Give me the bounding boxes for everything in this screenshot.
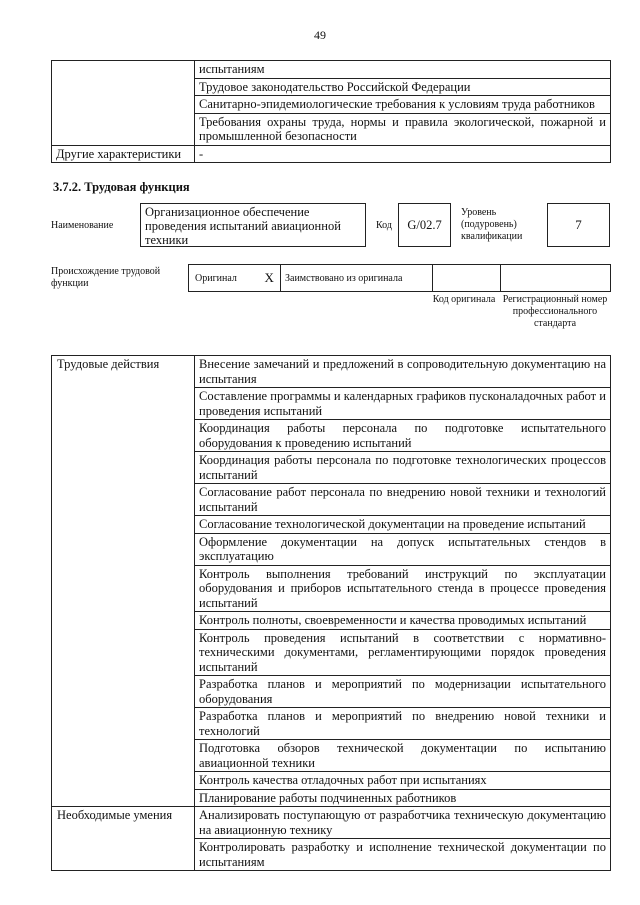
reg-number-label: Регистрационный номер профессионального стандарта <box>502 294 608 329</box>
labor-action-item: Координация работы персонала по подготовке испытательного оборудования к проведению испытаний <box>195 420 611 452</box>
knowledge-row: испытаниям <box>195 61 611 79</box>
labor-action-item: Составление программы и календарных графиков пусконаладочных работ и проведения испытаний <box>195 388 611 420</box>
borrowed-label: Заимствовано из оригинала <box>281 265 433 292</box>
other-characteristics-label: Другие характеристики <box>52 145 195 163</box>
labor-action-item: Контроль полноты, своевременности и качества проводимых испытаний <box>195 612 611 630</box>
labor-actions-label: Трудовые действия <box>52 356 195 807</box>
labor-action-item: Оформление документации на допуск испытательных стендов в эксплуатацию <box>195 533 611 565</box>
labor-action-item: Координация работы персонала по подготовке технологических процессов испытаний <box>195 452 611 484</box>
code-label: Код <box>376 220 392 231</box>
labor-action-item: Подготовка обзоров технической документации по испытанию авиационной техники <box>195 740 611 772</box>
labor-action-item: Контроль проведения испытаний в соответствии с нормативно-техническими документами, регламентирующими порядок проведения испытаний <box>195 629 611 676</box>
original-label: Оригинал <box>189 265 259 292</box>
origin-label: Происхождение трудовой функции <box>51 266 161 289</box>
code-original-label: Код оригинала <box>432 294 496 305</box>
origin-table <box>188 264 611 292</box>
labor-action-item: Внесение замечаний и предложений в сопроводительную документацию на испытания <box>195 356 611 388</box>
empty-label-cell <box>52 61 195 146</box>
function-name-box: Организационное обеспечение проведения испытаний авиационной техники <box>140 203 366 247</box>
skill-item: Контролировать разработку и исполнение технической документации по испытаниям <box>195 839 611 871</box>
knowledge-row: Санитарно-эпидемиологические требования к условиям труда работников <box>195 96 611 114</box>
labor-action-item: Контроль качества отладочных работ при испытаниях <box>195 772 611 790</box>
page-number: 49 <box>314 28 326 42</box>
original-mark: X <box>259 265 281 292</box>
other-characteristics-table <box>51 60 611 163</box>
name-label: Наименование <box>51 220 114 231</box>
other-characteristics-value: - <box>195 145 611 163</box>
labor-action-item: Контроль выполнения требований инструкций по эксплуатации оборудования и приборов испытательного стенда в процессе проведения испытаний <box>195 565 611 612</box>
reg-number-cell <box>501 265 611 292</box>
labor-action-item: Разработка планов и мероприятий по внедрению новой техники и технологий <box>195 708 611 740</box>
labor-action-item: Разработка планов и мероприятий по модернизации испытательного оборудования <box>195 676 611 708</box>
skill-item: Анализировать поступающую от разработчика техническую документацию на авиационную технику <box>195 807 611 839</box>
level-box: 7 <box>547 203 610 247</box>
labor-actions-table <box>51 355 611 871</box>
level-label: Уровень (подуровень) квалификации <box>461 207 523 242</box>
knowledge-row: Требования охраны труда, нормы и правила экологической, пожарной и промышленной безопасности <box>195 113 611 145</box>
section-heading: 3.7.2. Трудовая функция <box>53 180 190 194</box>
knowledge-row: Трудовое законодательство Российской Федерации <box>195 78 611 96</box>
skills-label: Необходимые умения <box>52 807 195 871</box>
labor-action-item: Согласование технологической документации на проведение испытаний <box>195 516 611 534</box>
labor-action-item: Согласование работ персонала по внедрению новой техники и технологий испытаний <box>195 484 611 516</box>
code-original-cell <box>433 265 501 292</box>
labor-action-item: Планирование работы подчиненных работников <box>195 789 611 807</box>
function-code-box: G/02.7 <box>398 203 451 247</box>
